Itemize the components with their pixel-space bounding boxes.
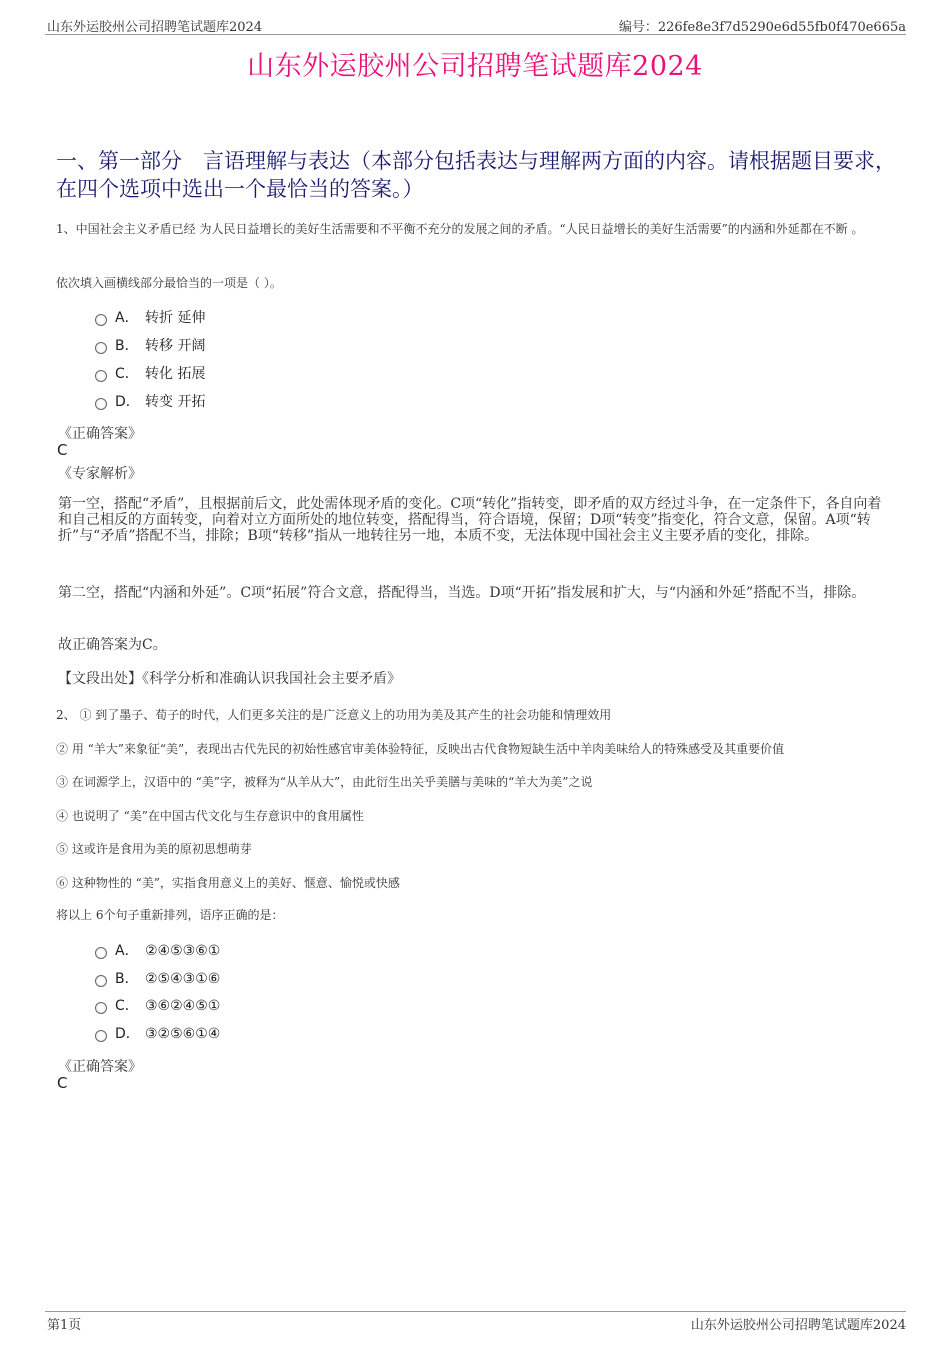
radio-icon[interactable] bbox=[95, 947, 107, 959]
footer-divider bbox=[45, 1311, 906, 1312]
q2-sentence: ④ 也说明了 “美”在中国古代文化与生存意识中的食用属性 bbox=[56, 809, 364, 823]
radio-icon[interactable] bbox=[95, 1002, 107, 1014]
question-1-prompt: 依次填入画横线部分最恰当的一项是（ ）。 bbox=[56, 276, 282, 290]
radio-icon[interactable] bbox=[95, 342, 107, 354]
q1-source: 【文段出处】《科学分析和准确认识我国社会主要矛盾》 bbox=[58, 671, 401, 687]
q2-answer-label: 《正确答案》 bbox=[58, 1059, 142, 1075]
question-1-text: 1、中国社会主义矛盾已经 为人民日益增长的美好生活需要和不平衡不充分的发展之间的矛盾。“人民日益增长的美好生活需要”的内涵和外延都在不断 。 bbox=[56, 222, 864, 236]
page-title: 山东外运胶州公司招聘笔试题库2024 bbox=[247, 51, 703, 82]
q2-sentence: ⑤ 这或许是食用为美的原初思想萌芽 bbox=[56, 842, 252, 856]
radio-icon[interactable] bbox=[95, 314, 107, 326]
q2-option-d[interactable]: D． ③②⑤⑥①④ bbox=[95, 1024, 220, 1044]
q1-option-a[interactable]: A． 转折 延伸 bbox=[95, 308, 205, 328]
q1-answer: C bbox=[57, 441, 68, 459]
q1-analysis-paragraph: 第一空，搭配“矛盾”，且根据前后文，此处需体现矛盾的变化。C项“转化”指转变，即矛盾的双方经过斗争，在一定条件下，各自向着和自己相反的方面转变，向着对立方面所处的地位转变，搭配得当，符合语境，保留；D项“转变”指变化，符合文意，保留。A项“转折”与“矛盾”搭配不当，排除；B项“转移”指从一地转往另一地，本质不变，无法体现中国社会主义主要矛盾的变化，排除。 bbox=[58, 496, 882, 544]
radio-icon[interactable] bbox=[95, 370, 107, 382]
header-divider bbox=[45, 34, 906, 35]
header-doc-name: 山东外运胶州公司招聘笔试题库2024 bbox=[47, 20, 263, 35]
q1-option-d[interactable]: D． 转变 开拓 bbox=[95, 392, 205, 412]
radio-icon[interactable] bbox=[95, 975, 107, 987]
radio-icon[interactable] bbox=[95, 398, 107, 410]
q2-answer: C bbox=[57, 1074, 68, 1092]
q2-option-c[interactable]: C． ③⑥②④⑤① bbox=[95, 996, 220, 1016]
q1-analysis-paragraph: 第二空，搭配“内涵和外延”。C项“拓展”符合文意，搭配得当，当选。D项“开拓”指发展和扩大，与“内涵和外延”搭配不当，排除。 bbox=[58, 585, 866, 601]
q2-sentence: ⑥ 这种物性的 “美”，实指食用意义上的美好、惬意、愉悦或快感 bbox=[56, 876, 400, 890]
question-2-prompt: 将以上 6个句子重新排列，语序正确的是： bbox=[56, 908, 284, 922]
section-heading: 一、第一部分 言语理解与表达（本部分包括表达与理解两方面的内容。请根据题目要求，在四个选项中选出一个最恰当的答案。） bbox=[56, 149, 896, 201]
q1-answer-label: 《正确答案》 bbox=[58, 426, 142, 442]
q2-option-b[interactable]: B． ②⑤④③①⑥ bbox=[95, 969, 220, 989]
q2-sentence: ③ 在词源学上，汉语中的 “美”字，被释为“从羊从大”，由此衍生出关乎美膳与美味的“羊大为美”之说 bbox=[56, 775, 593, 789]
footer-doc-name: 山东外运胶州公司招聘笔试题库2024 bbox=[690, 1318, 906, 1333]
header-doc-id: 编号：226fe8e3f7d5290e6d55fb0f470e665a bbox=[618, 20, 906, 35]
q1-option-c[interactable]: C． 转化 拓展 bbox=[95, 364, 205, 384]
footer-page-number: 第1页 bbox=[47, 1318, 82, 1333]
q1-analysis-label: 《专家解析》 bbox=[58, 466, 142, 482]
q2-sentence: 2、 ① 到了墨子、荀子的时代，人们更多关注的是广泛意义上的功用为美及其产生的社会功能和情理效用 bbox=[56, 708, 612, 722]
q2-option-a[interactable]: A． ②④⑤③⑥① bbox=[95, 941, 220, 961]
q1-analysis-paragraph: 故正确答案为C。 bbox=[58, 637, 167, 653]
q1-option-b[interactable]: B． 转移 开阔 bbox=[95, 336, 205, 356]
radio-icon[interactable] bbox=[95, 1030, 107, 1042]
q2-sentence: ② 用 “羊大”来象征“美”，表现出古代先民的初始性感官审美体验特征，反映出古代食物短缺生活中羊肉美味给人的特殊感受及其重要价值 bbox=[56, 742, 785, 756]
